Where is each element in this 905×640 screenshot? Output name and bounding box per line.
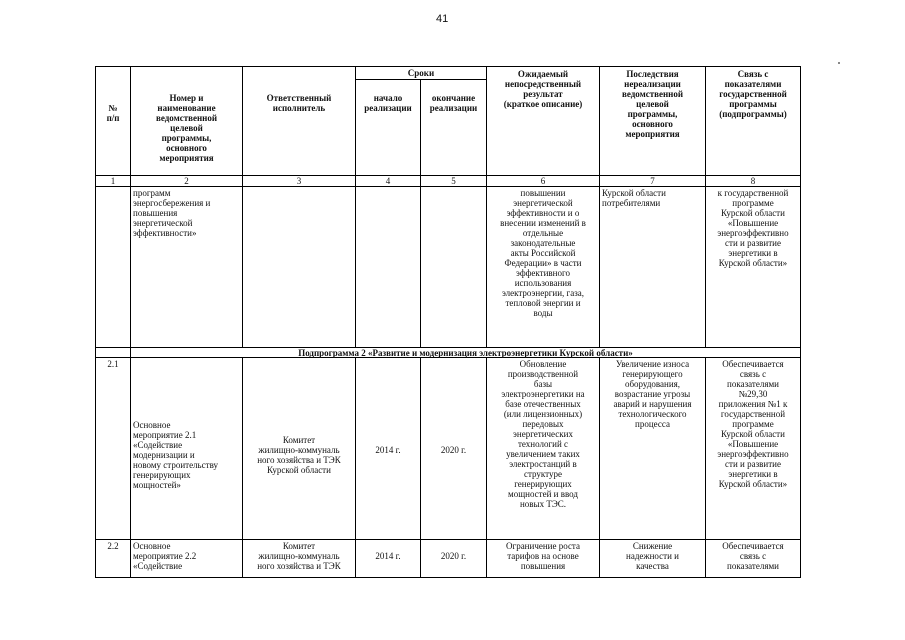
grid-line [355, 357, 356, 577]
row-executor: Комитет жилищно-коммуналь ного хозяйства и ТЭК [257, 541, 341, 571]
header-consequences: Последствия нереализации ведомственной целевой программы, основного мероприятия [621, 69, 684, 139]
header-terms: Сроки [407, 68, 435, 78]
row-name: Основное мероприятие 2.2 «Содействие [133, 541, 197, 571]
row-start: 2014 г. [375, 551, 401, 561]
grid-line [95, 539, 801, 540]
row-num: 2.2 [107, 541, 119, 551]
row-name: Основное мероприятие 2.1 «Содействие модернизации и новому строительству генерирующих мощностей» [133, 420, 219, 490]
col-number: 2 [184, 176, 189, 186]
grid-line [95, 186, 801, 187]
header-name: Номер и наименование ведомственной целевой программы, основного мероприятия [155, 93, 218, 163]
header-num: № п/п [106, 103, 120, 123]
row-result: Ограничение роста тарифов на основе повышения [506, 541, 580, 571]
col-number: 6 [540, 176, 546, 186]
row-start: 2014 г. [375, 445, 401, 455]
header-executor: Ответственный исполнитель [266, 93, 332, 113]
scan-speck [838, 62, 840, 64]
subprogram-title: Подпрограмма 2 «Развитие и модернизация электроэнергетики Курской области» [298, 348, 633, 358]
row-consequences: Снижение надежности и качества [626, 541, 679, 571]
row-num: 2.1 [107, 359, 119, 369]
continuation-consequences: Курской области потребителями [602, 188, 666, 208]
continuation-name: программ энергосбережения и повышения энергетической эффективности» [133, 188, 211, 238]
continuation-link: к государственной программе Курской области «Повышение энергоэффективно сти и развитие энергетики в Курской области» [717, 188, 789, 268]
header-link: Связь с показателями государственной программы (подпрограммы) [719, 69, 787, 119]
col-number: 1 [110, 176, 116, 186]
row-executor: Комитет жилищно-коммуналь ного хозяйства и ТЭК Курской области [257, 435, 341, 475]
grid-line [420, 79, 421, 348]
col-number: 7 [650, 176, 655, 186]
col-number: 4 [385, 176, 391, 186]
continuation-result: повышении энергетической эффективности и о внесении изменений в отдельные законодательные акты Российской Федерации» в части эффективного использования электроэнергии, газа, тепловой энергии и воды [500, 188, 586, 318]
row-end: 2020 г. [440, 445, 467, 455]
grid-line [420, 357, 421, 577]
header-result: Ожидаемый непосредственный результат (краткое описание) [503, 69, 583, 109]
grid-line [355, 79, 487, 80]
col-number: 5 [451, 176, 456, 186]
row-end: 2020 г. [440, 551, 467, 561]
col-number: 8 [750, 176, 756, 186]
page-number: 41 [436, 13, 449, 25]
row-result: Обновление производственной базы электроэнергетики на базе отечественных (или лицензионных) передовых энергетических технологий с увеличением таких электростанций в структуре генерирующих мощностей и ввод новых ТЭС. [501, 359, 585, 509]
header-end: окончание реализации [429, 93, 478, 113]
grid-line [800, 66, 801, 577]
row-link: Обеспечивается связь с показателями №29,30 приложения №1 к государственной программе Курской области «Повышение энергоэффективно сти и развитие энергетики в Курской области» [717, 359, 789, 489]
col-number: 3 [296, 176, 302, 186]
grid-line [95, 66, 96, 577]
grid-line [95, 577, 801, 578]
grid-line [95, 66, 801, 67]
row-consequences: Увеличение износа генерирующего оборудования, возрастание угрозы аварий и нарушения технологического процесса [613, 359, 692, 429]
row-link: Обеспечивается связь с показателями [722, 541, 784, 571]
header-start: начало реализации [364, 93, 412, 113]
